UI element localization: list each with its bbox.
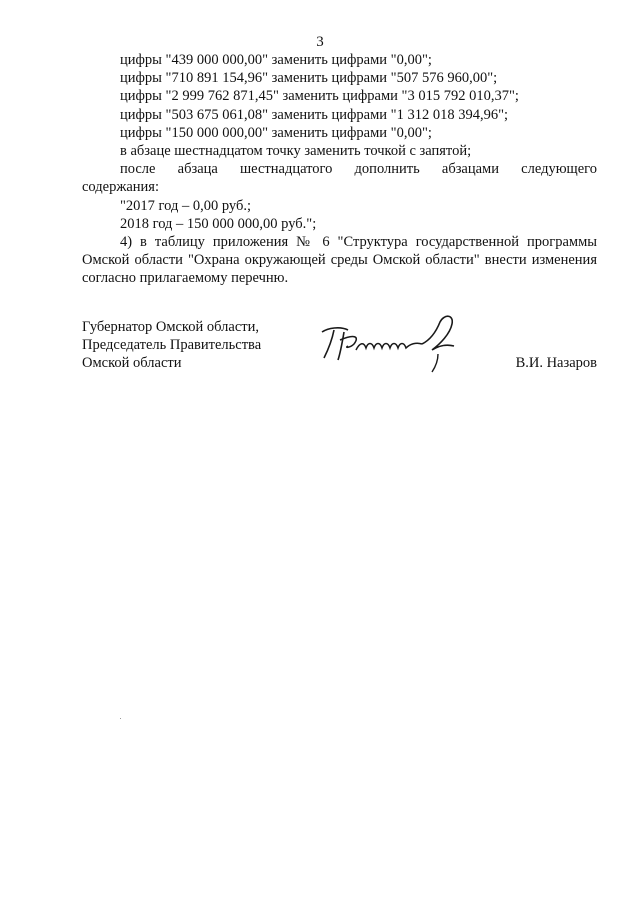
- add-paragraph-line-1: после абзаца шестнадцатого дополнить абзацами следующего: [120, 161, 597, 178]
- signatory-title-line-3: Омской области: [82, 355, 182, 372]
- amend-line-3: цифры "2 999 762 871,45" заменить цифрами "3 015 792 010,37";: [120, 88, 519, 105]
- item-4-paragraph: 4) в таблицу приложения № 6 "Структура государственной программы Омской области "Охрана окружающей среды Омской области" внести изменения согласно прилагаемому перечню.: [82, 234, 597, 287]
- amend-line-2: цифры "710 891 154,96" заменить цифрами "507 576 960,00";: [120, 70, 498, 87]
- scan-speck: [120, 718, 121, 719]
- amend-line-6: в абзаце шестнадцатом точку заменить точкой с запятой;: [120, 143, 472, 160]
- page-number: 3: [316, 34, 324, 50]
- signatory-title-line-1: Губернатор Омской области,: [82, 319, 259, 335]
- amend-line-1: цифры "439 000 000,00" заменить цифрами "0,00";: [120, 52, 432, 68]
- quoted-line-1: "2017 год – 0,00 руб.;: [120, 197, 251, 214]
- signatory-title-line-2: Председатель Правительства: [82, 337, 262, 354]
- quoted-line-2: 2018 год – 150 000 000,00 руб.";: [120, 215, 317, 232]
- signatory-name: В.И. Назаров: [515, 355, 597, 371]
- amend-line-5: цифры "150 000 000,00" заменить цифрами "0,00";: [120, 124, 432, 141]
- handwritten-signature: [314, 310, 474, 374]
- add-paragraph-line-2: содержания:: [82, 179, 160, 196]
- amend-line-4: цифры "503 675 061,08" заменить цифрами "1 312 018 394,96";: [120, 106, 509, 123]
- document-body: [82, 51, 597, 288]
- signature-block: [82, 318, 597, 373]
